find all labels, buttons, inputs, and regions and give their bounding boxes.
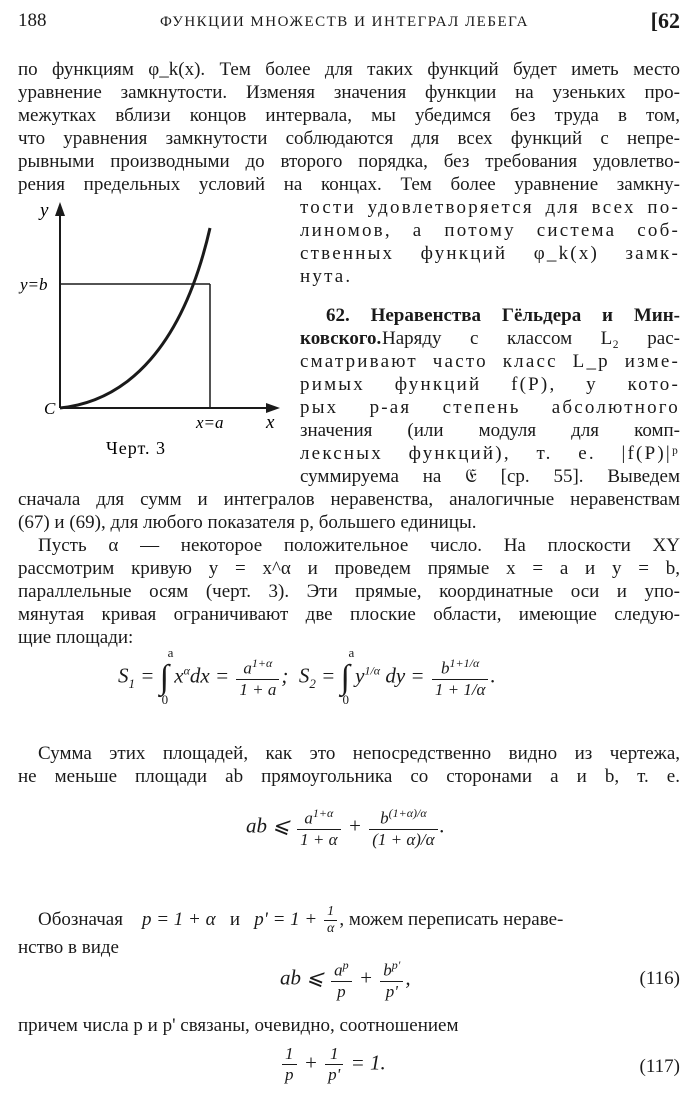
text-line: причем числа p и p' связаны, очевидно, соотношением [18, 1015, 459, 1036]
running-title: ФУНКЦИИ МНОЖЕСТВ И ИНТЕГРАЛ ЛЕБЕГА [160, 14, 529, 30]
text-line: рых p-ая степень абсолютного [300, 397, 680, 418]
section-title: 62. Неравенства Гёльдера и Мин- [326, 305, 680, 326]
text-line: сматривают часто класс L_p изме- [300, 351, 680, 372]
text-line: рывными производными до второго порядка, без требования удовлетво- [18, 151, 680, 172]
text-line: уравнение замкнутости. Изменяя значения функции на узеньких про- [18, 82, 680, 103]
equation-number-117: (117) [639, 1056, 680, 1077]
text-line: щие площади: [18, 627, 134, 648]
label-x: x [266, 412, 275, 433]
text-line: сначала для сумм и интегралов неравенства, аналогичные неравенствам [18, 489, 680, 510]
text-line: суммируема на 𝔈 [ср. 55]. Выведем [300, 466, 680, 487]
section-title-cont: ковского. [300, 328, 382, 349]
text-line: нство в виде [18, 937, 119, 958]
curve-y-x-alpha [60, 228, 210, 408]
notation-line: Обозначая p = 1 + α и p' = 1 + $\frac{1}{\alpha}$ , можем переписать нераве- [38, 904, 564, 936]
formula-117: $\frac{1}{p}$ + $\frac{1}{p'}$ = 1. [280, 1044, 386, 1085]
text-line: что уравнения замкнутости соблюдаются для всех функций с непре- [18, 128, 680, 149]
label-x-equals-a: x=a [196, 413, 224, 432]
text-line: Наряду с классом L₂ рас- [382, 328, 680, 349]
text-line: не меньше площади ab прямоугольника со сторонами a и b, т. е. [18, 766, 680, 787]
figure-caption: Черт. 3 [106, 438, 166, 458]
formula-areas: $S_1$ = ∫ a 0 $x^\alpha dx$ = $\frac{a^{1+\alpha}}{1 + a}$ ; $S_2$ = ∫ a 0 $y^{1/\alpha}$ dy = $\frac{b^{1+1/\alpha}}{1 + 1/\alpha}$ . [118, 644, 496, 707]
text-line: Пусть α — некоторое положительное число. На плоскости XY [38, 535, 680, 556]
text-segment: Обозначая [38, 908, 123, 930]
text-segment: и [229, 908, 241, 930]
text-line: мянутая кривая ограничивают две плоские области, имеющие следую- [18, 604, 680, 625]
formula-ab-inequality: ab ⩽ $\frac{a^{1+\alpha}}{1 + \alpha}$ + $\frac{b^{(1+\alpha)/\alpha}}{(1 + \alpha)/\alpha}$ . [246, 806, 445, 849]
text-line: значения (или модуля для комп- [300, 420, 680, 441]
text-line: Сумма этих площадей, как это непосредственно видно из чертежа, [38, 743, 680, 764]
text-line: нута. [300, 266, 353, 287]
page-number: 188 [18, 10, 47, 31]
text-line: по функциям φ_k(x). Тем более для таких функций будет иметь место [18, 59, 680, 80]
text-line: рения предельных условий на концах. Тем более уравнение замкну- [18, 174, 680, 195]
text-line: рассмотрим кривую y = x^α и проведем прямые x = a и y = b, [18, 558, 680, 579]
y-axis-arrow [55, 202, 65, 216]
text-line: ственных функций φ_k(x) замк- [300, 243, 680, 264]
text-line: межутках вблизи концов интервала, мы убедимся без труда в том, [18, 105, 680, 126]
text-line: тости удовлетворяется для всех по- [300, 197, 680, 218]
label-y: y [40, 200, 49, 221]
formula-116: ab ⩽ $\frac{a^p}{p}$ + $\frac{b^{p'}}{p'}$ , [280, 958, 411, 1001]
text-line: параллельные осям (черт. 3). Эти прямые, координатные оси и упо- [18, 581, 680, 602]
text-line: линомов, а потому система соб- [300, 220, 680, 241]
text-line: римых функций f(P), у кото- [300, 374, 680, 395]
text-line: лексных функций), т. е. |f(P)|ᵖ [300, 443, 680, 464]
text-segment: , можем переписать нераве- [339, 908, 564, 930]
equation-number-116: (116) [639, 968, 680, 989]
figure-curve-plot [18, 196, 290, 466]
formula-p-prime: p' = 1 + [254, 908, 318, 930]
formula-p: p = 1 + α [141, 908, 216, 930]
section-ref: [62 [650, 8, 680, 33]
text-line: (67) и (69), для любого показателя p, большего единицы. [18, 512, 477, 533]
label-y-equals-b: y=b [20, 275, 48, 294]
label-origin: C [44, 399, 56, 418]
